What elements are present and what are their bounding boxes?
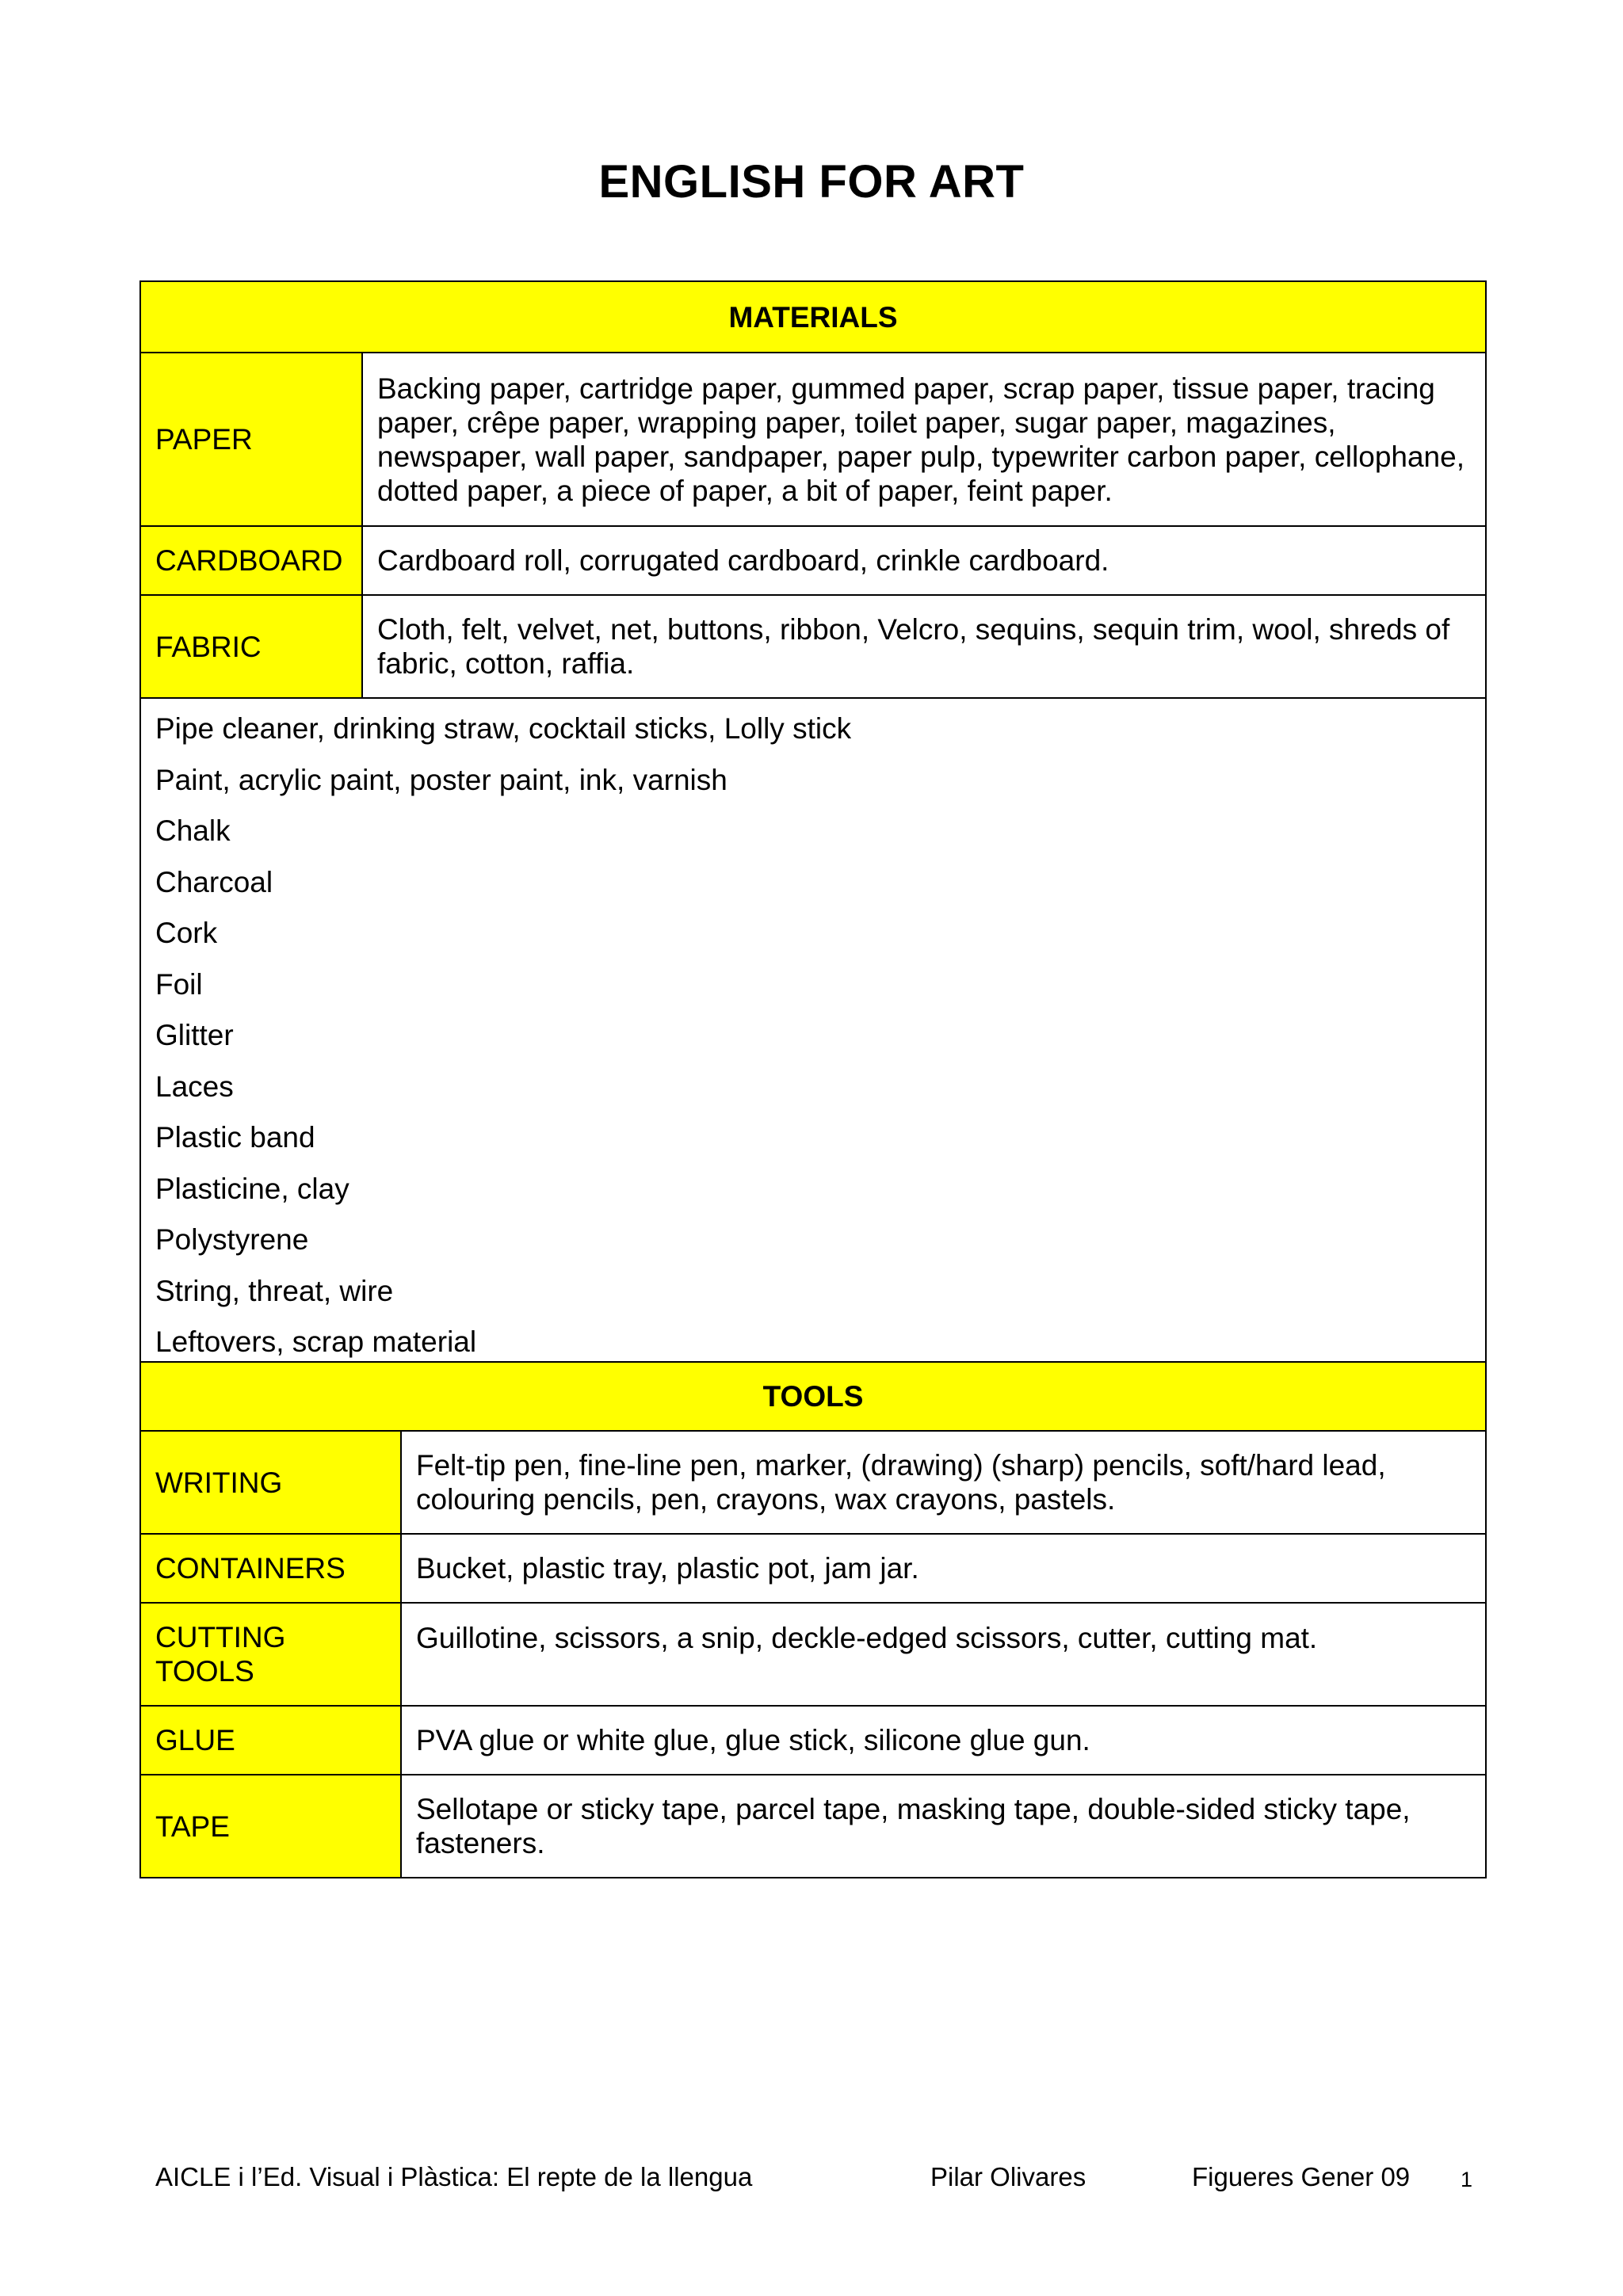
containers-items: Bucket, plastic tray, plastic pot, jam jar.	[401, 1534, 1486, 1603]
table-row	[140, 353, 1486, 526]
table-row	[140, 1603, 1486, 1706]
footer-author: Pilar Olivares	[930, 2162, 1086, 2191]
list-item: Chalk	[155, 814, 231, 847]
cutting-tools-items: Guillotine, scissors, a snip, deckle-edged scissors, cutter, cutting mat.	[401, 1603, 1486, 1706]
tools-table	[139, 1361, 1487, 1878]
category-paper: PAPER	[140, 353, 362, 526]
list-item: Paint, acrylic paint, poster paint, ink, varnish	[155, 763, 727, 796]
category-containers: CONTAINERS	[140, 1534, 401, 1603]
category-glue: GLUE	[140, 1706, 401, 1775]
table-row	[140, 1706, 1486, 1775]
list-item: Laces	[155, 1070, 234, 1103]
category-fabric: FABRIC	[140, 595, 362, 698]
category-tape: TAPE	[140, 1775, 401, 1878]
glue-items: PVA glue or white glue, glue stick, silicone glue gun.	[401, 1706, 1486, 1775]
materials-table	[139, 280, 1487, 1381]
page-number: 1	[1461, 2168, 1473, 2191]
list-item: Glitter	[155, 1019, 234, 1051]
list-item: Cork	[155, 917, 218, 949]
list-item: Charcoal	[155, 865, 273, 898]
category-cardboard: CARDBOARD	[140, 526, 362, 595]
table-row	[140, 526, 1486, 595]
list-item: Foil	[155, 967, 203, 1001]
page-title: ENGLISH FOR ART	[598, 156, 1025, 208]
materials-header: MATERIALS	[140, 281, 1486, 353]
list-item: Pipe cleaner, drinking straw, cocktail sticks, Lolly stick	[155, 712, 852, 745]
list-item: Plasticine, clay	[155, 1172, 349, 1205]
table-row	[140, 1431, 1486, 1534]
table-row	[140, 1775, 1486, 1878]
table-row	[140, 1534, 1486, 1603]
table-row	[140, 595, 1486, 698]
tape-items: Sellotape or sticky tape, parcel tape, masking tape, double-sided sticky tape, fasteners.	[401, 1775, 1486, 1878]
list-item: Leftovers, scrap material	[155, 1325, 477, 1358]
list-item: Plastic band	[155, 1121, 315, 1154]
fabric-items: Cloth, felt, velvet, net, buttons, ribbon, Velcro, sequins, sequin trim, wool, shreds of fabric, cotton, raffia.	[362, 595, 1486, 698]
tools-header: TOOLS	[140, 1362, 1486, 1431]
list-item: String, threat, wire	[155, 1274, 394, 1307]
category-writing: WRITING	[140, 1431, 401, 1534]
footer-place-date: Figueres Gener 09	[1192, 2162, 1411, 2191]
paper-items: Backing paper, cartridge paper, gummed paper, scrap paper, tissue paper, tracing paper, crêpe paper, wrapping paper, toilet paper, sugar paper, magazines, newspaper, wall paper, sandpaper, paper pulp, typewriter carbon paper, cellophane, dotted paper, a piece of paper, a bit of paper, feint paper.	[362, 353, 1486, 526]
category-cutting-tools: CUTTING TOOLS	[140, 1603, 401, 1706]
writing-items: Felt-tip pen, fine-line pen, marker, (drawing) (sharp) pencils, soft/hard lead, colouring pencils, pen, crayons, wax crayons, pastels.	[401, 1431, 1486, 1534]
list-item: Polystyrene	[155, 1223, 309, 1256]
other-materials-list	[140, 698, 1486, 1380]
cardboard-items: Cardboard roll, corrugated cardboard, crinkle cardboard.	[362, 526, 1486, 595]
footer-course: AICLE i l’Ed. Visual i Plàstica: El repte de la llengua	[155, 2162, 753, 2191]
